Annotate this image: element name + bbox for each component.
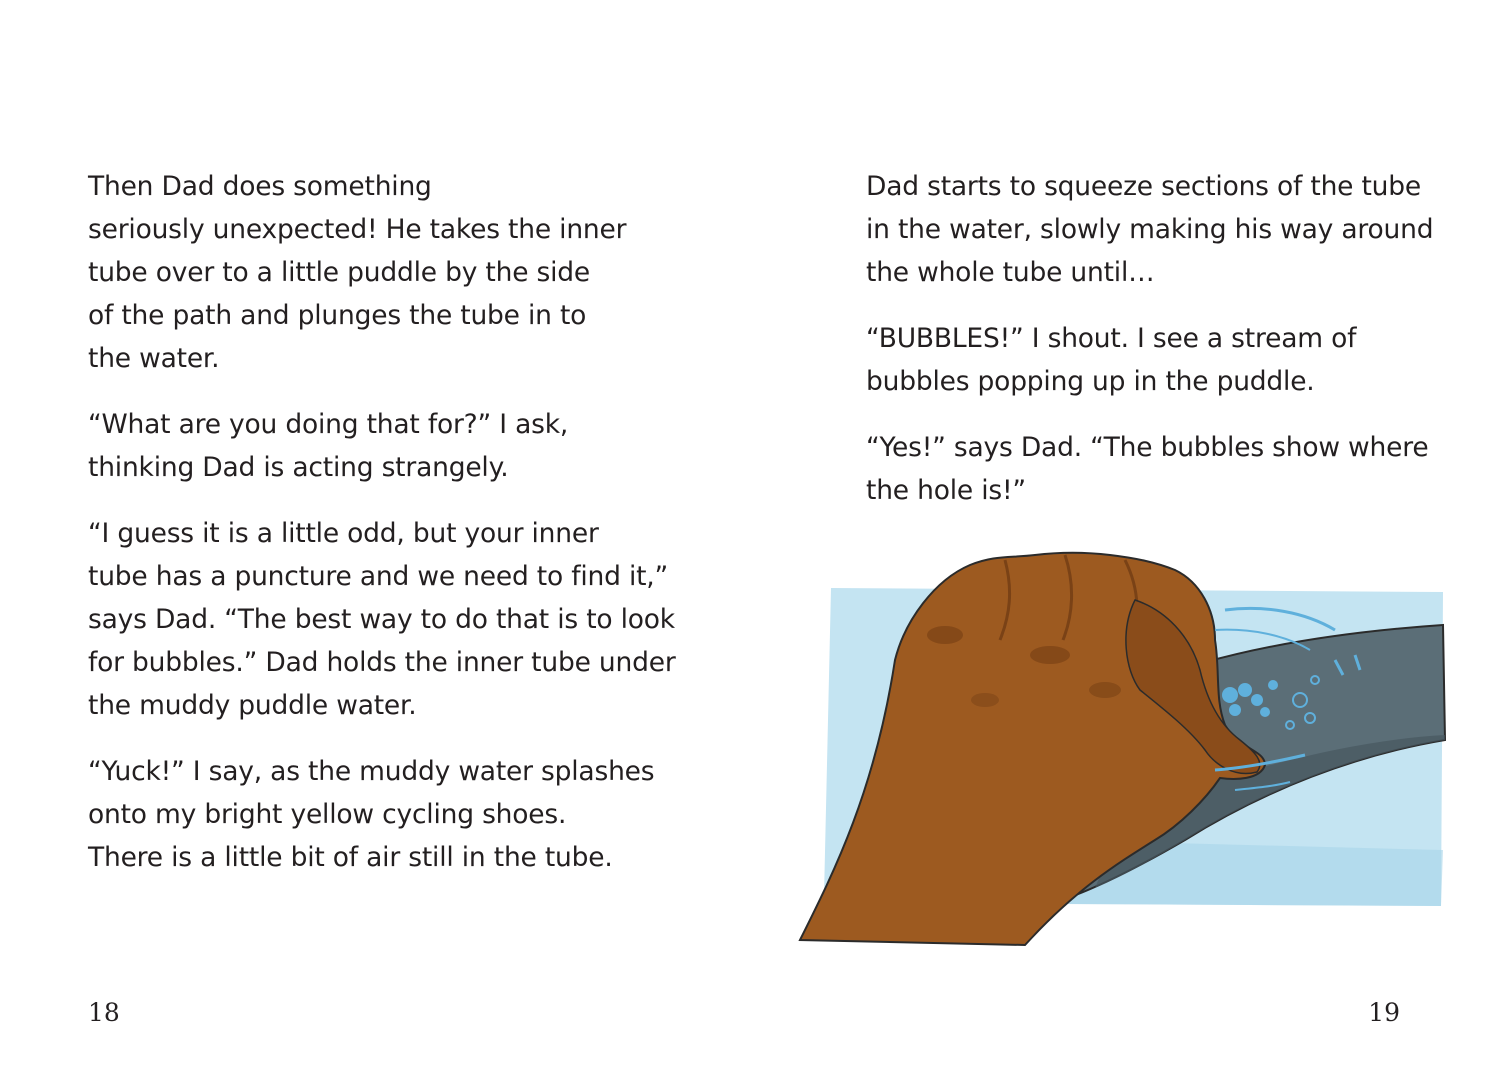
text-line: Dad starts to squeeze sections of the tube [866,171,1421,202]
page-number-right: 19 [1368,998,1400,1027]
text-line: the hole is!” [866,475,1026,506]
bubble [1238,683,1252,697]
paragraph [866,317,1466,403]
text-line: seriously unexpected! He takes the inner [88,214,627,245]
bubble [1268,680,1278,690]
text-line: thinking Dad is acting strangely. [88,452,509,483]
page-number-left: 18 [88,998,120,1027]
paragraph [88,165,668,380]
text-line: says Dad. “The best way to do that is to look [88,604,675,635]
text-line: for bubbles.” Dad holds the inner tube under [88,647,676,678]
paragraph [88,512,676,727]
text-line: “Yuck!” I say, as the muddy water splashes [88,756,655,787]
paragraph [866,165,1466,294]
text-line: Then Dad does something [88,171,432,202]
text-line: bubbles popping up in the puddle. [866,366,1315,397]
bubble [1260,707,1270,717]
hand-squeezing-tube-illustration [795,540,1450,955]
text-line: the whole tube until… [866,257,1155,288]
text-line: tube has a puncture and we need to find it,” [88,561,669,592]
paragraph [88,403,668,489]
text-line: onto my bright yellow cycling shoes. [88,799,567,830]
text-line: “BUBBLES!” I shout. I see a stream of [866,323,1357,354]
text-line: the muddy puddle water. [88,690,417,721]
text-line: “I guess it is a little odd, but your inner [88,518,599,549]
text-line: “What are you doing that for?” I ask, [88,409,569,440]
bubble [1251,694,1263,706]
text-line: tube over to a little puddle by the side [88,257,591,288]
text-line: There is a little bit of air still in the tube. [88,842,613,873]
paragraph [88,750,668,879]
text-line: “Yes!” says Dad. “The bubbles show where [866,432,1429,463]
text-line: of the path and plunges the tube in to [88,300,587,331]
left-page-text [88,165,676,902]
bubble [1229,704,1241,716]
bubble [1222,687,1238,703]
text-line: the water. [88,343,220,374]
text-line: in the water, slowly making his way around [866,214,1434,245]
right-page-text [866,165,1466,535]
paragraph [866,426,1466,512]
